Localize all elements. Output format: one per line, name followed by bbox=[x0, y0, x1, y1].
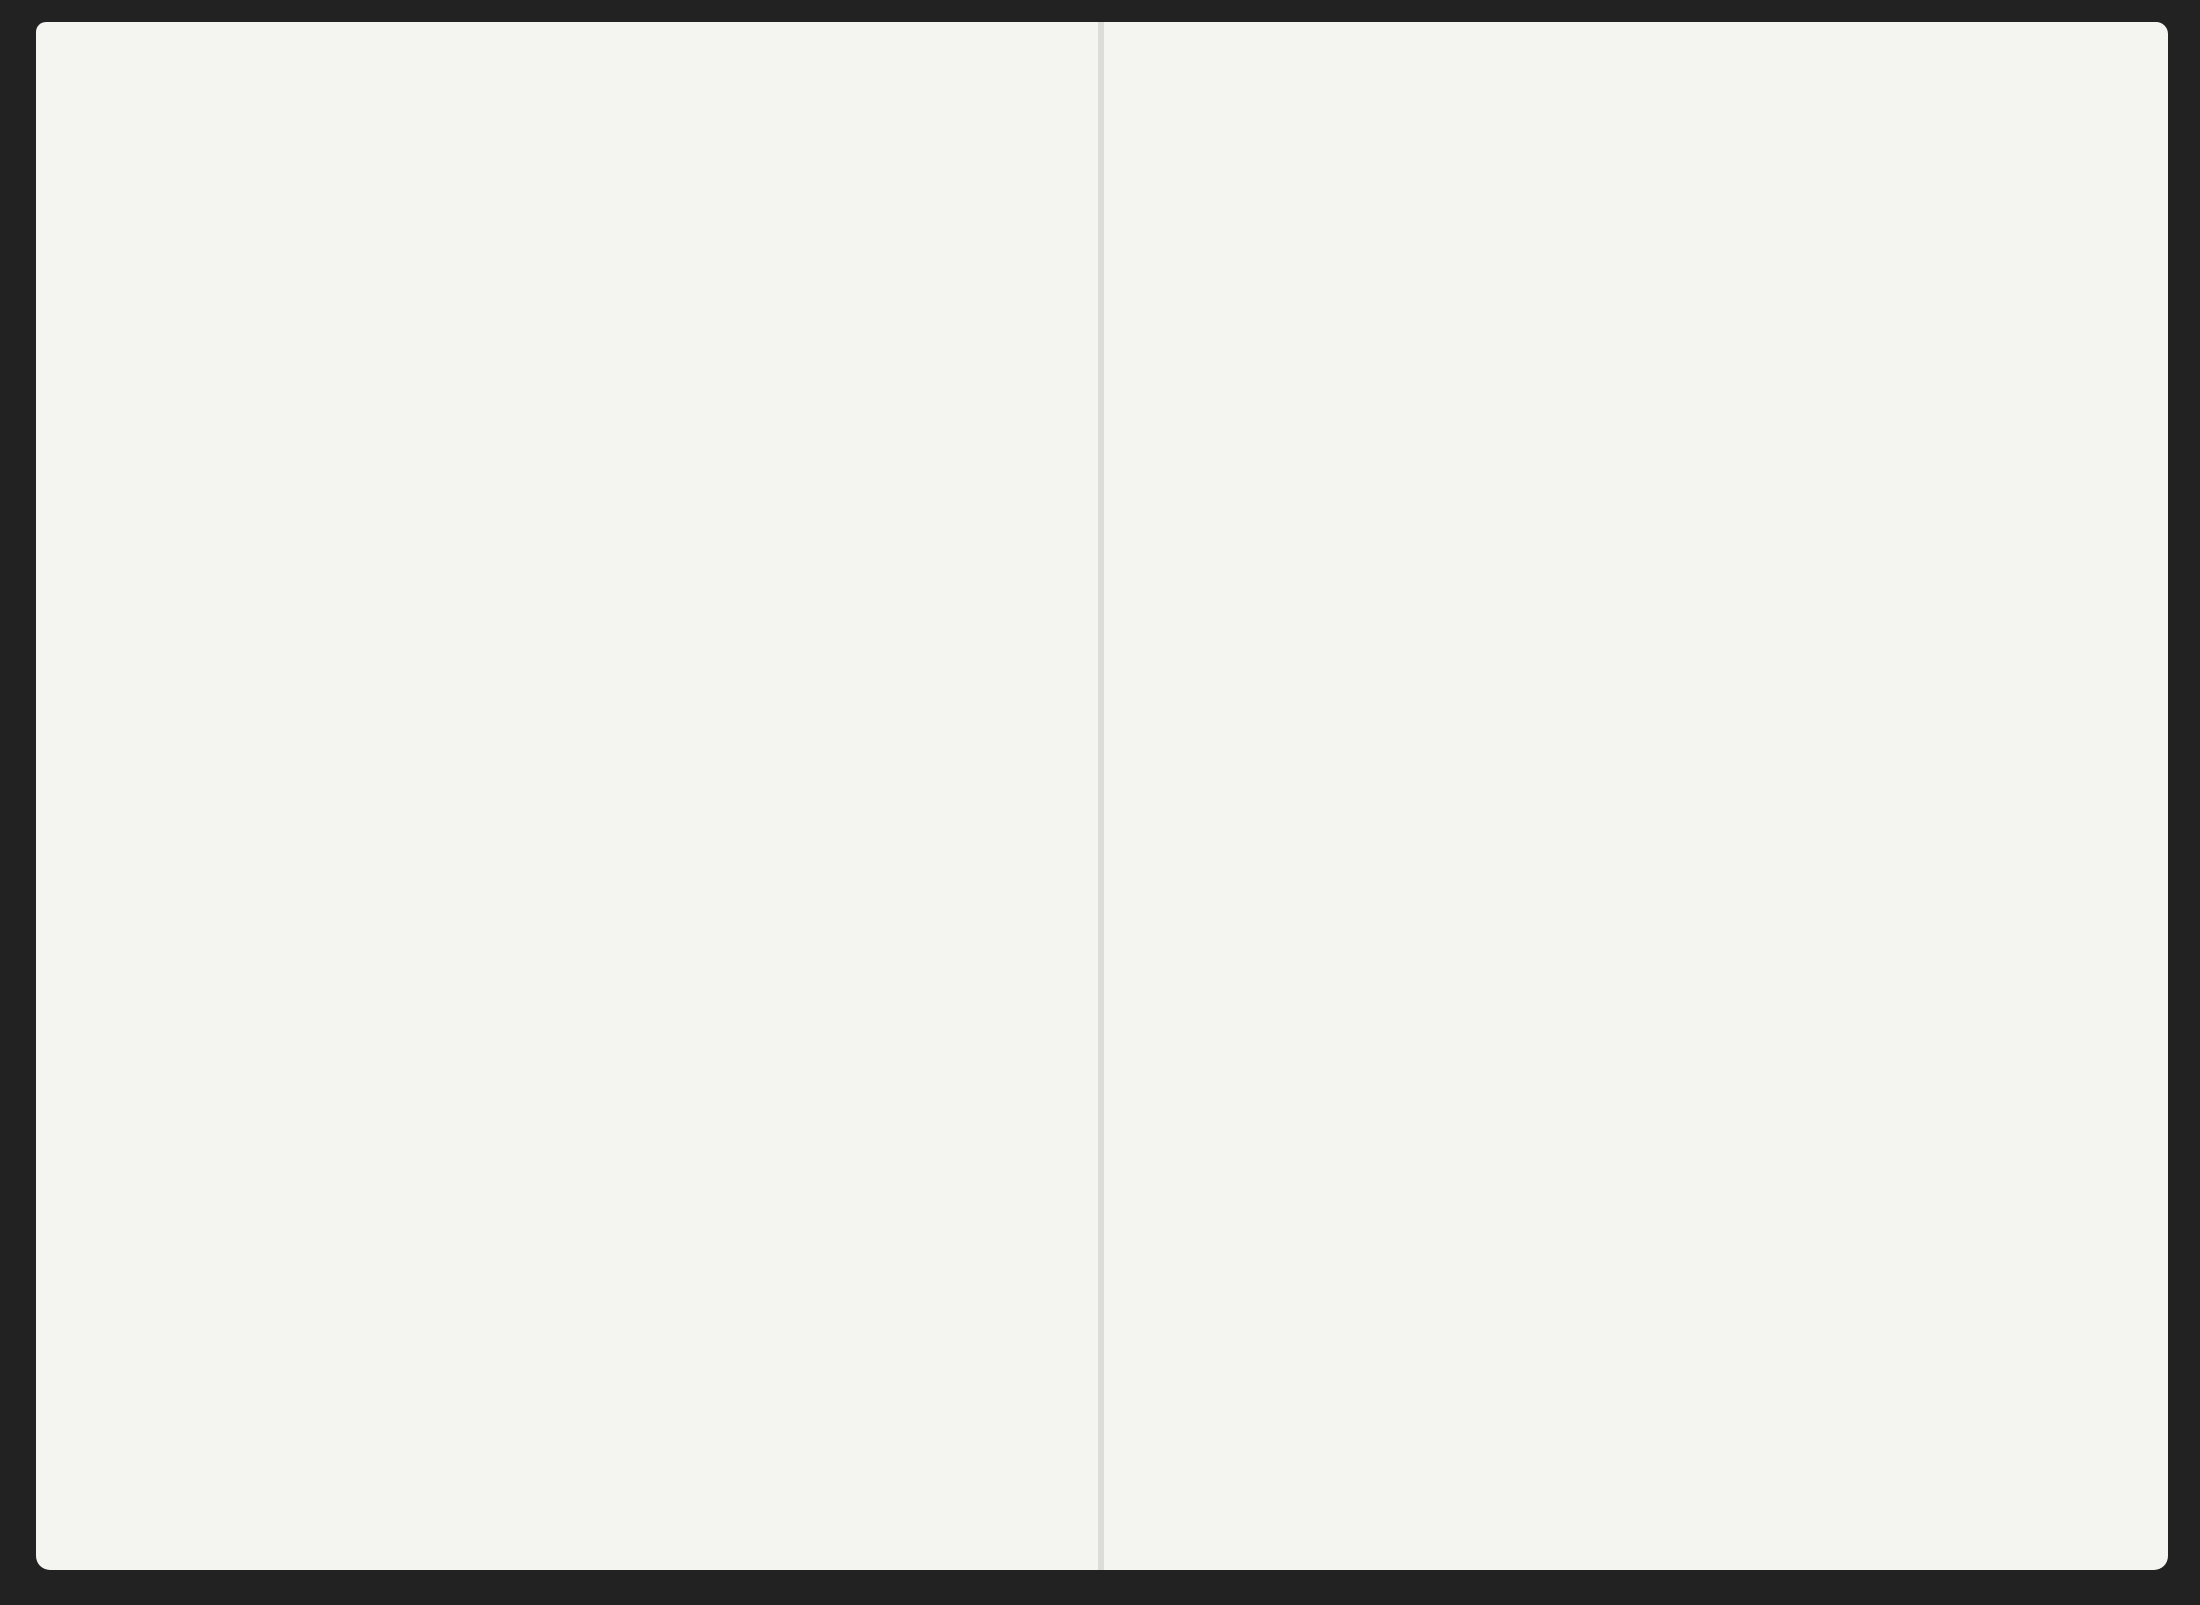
skriftens-sprak-header bbox=[764, 142, 782, 257]
abc-boken-header bbox=[608, 148, 622, 256]
vaccination-header bbox=[556, 150, 570, 260]
stafning-header bbox=[578, 145, 606, 260]
admitterad-header bbox=[862, 142, 878, 257]
catechismi-forhoren-header bbox=[818, 142, 842, 257]
christ-laran-header bbox=[788, 142, 806, 257]
